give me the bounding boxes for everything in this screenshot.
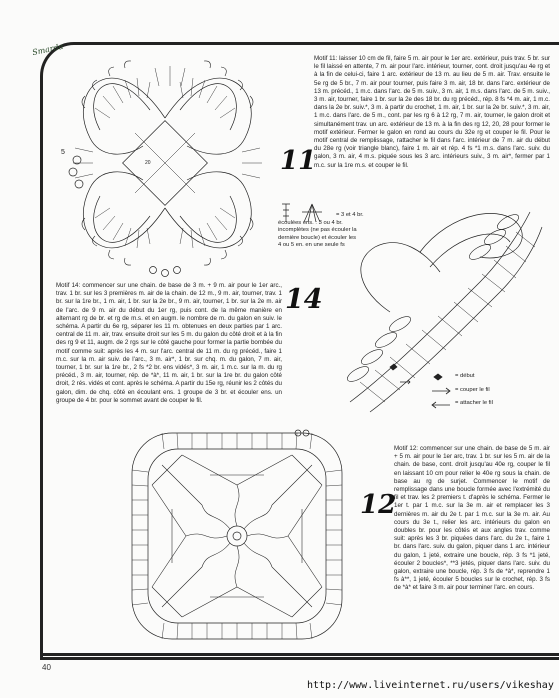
legend-cut: = couper le fil: [455, 386, 490, 393]
legend-line: = 3 et 4 br.: [336, 212, 364, 218]
svg-text:5: 5: [61, 149, 65, 156]
signature: Smarda: [31, 41, 65, 58]
page-number: 40: [42, 663, 51, 672]
motif-11-text: Motif 11: laisser 10 cm de fil, faire 5 m. air pour le 1er arc. extérieur, puis trav. 5 br. sur le fil laissé en attente, 7 m. air pour l'arc. intérieur, tourner, cont. droit jusqu'au 4e rg et à la fin de celui-ci, faire 1 arc. extérieur de 13 m. au lieu de 5 m. air. Trav. ensuite le 5e rg de 5 br., 7 m. air pour tourner, puis faire 3 m. air, 18 br. dans l'arc. extérieur de 13 m. précéd., 1 m.c. dans l'arc. de 5 m. suiv., 3 m. air, 1 m.s. dans l'arc. de 5 m. suiv., 3 m. air, tourner, faire 1 br. sur la 2e des 18 br. du rg précéd., rép. 8 fs *4 m. air, 1 m.c. dans la 2e br. suiv.*, 3 m. à partir du crochet, 1 m. air, 1 br. sur la 2e br. suiv.*, 3 m. air, 1 m.c. dans l'arc. de 5 m., cont. par les rg 6 à 12 rg, 7 m. air, tourner, le galon droit et simultanément trav. un arc. extérieur de 13 m. à la fin des rg 12, 20, 28 pour former le motif extérieur. Fermer le galon en rond au cours du 32e rg et couper le fil. Pour le motif central de remplissage, rattacher le fil dans l'arc. intérieur de 7 m. air du début du 28e rg (voir triangle blanc), faire 1 m. air et rép. 4 fs *1 m.s. dans l'arc. suiv. du galon, 3 m. air, 4 m.s. piquée sous les 3 arc. intérieurs suiv., 3 m. air*, fermer par 1 m.c. sur la 1re m.s. et couper le fil.: [314, 55, 550, 169]
motif-11-number: 11: [280, 146, 317, 176]
thread-legend-symbols: [430, 373, 454, 411]
legend-line: dernière boucle) et écouler les: [278, 234, 356, 241]
legend-line: 4 ou 5 en. en une seule fs: [278, 242, 345, 248]
motif-12-diagram: [122, 425, 352, 647]
motif-11-diagram: [55, 48, 280, 280]
thread-legend: [455, 373, 535, 408]
motif-12-number: 12: [360, 490, 397, 520]
legend-start: = début: [455, 373, 475, 379]
legend-attach: = attacher le fil: [455, 400, 493, 406]
legend-line: écoulées ens. : 3 ou 4 br.: [278, 219, 343, 226]
legend-line: incomplètes (ne pas écouler la: [278, 227, 357, 233]
motif-12-text: Motif 12: commencer sur une chain. de base de 5 m. air + 5 m. air pour le 1er arc, trav. 1 br. sur les 5 m. air de la chain. de base, cont. droit jusqu'au 40e rg, couper le fil en laissant 10 cm pour relier le 40e rg sous la chain. de base au rg de surjet. Commencer le motif de remplissage dans une boucle formée avec l'extrémité du fil et trav. les 2 premiers t. d'après le schéma. Fermer le 1er t. par 1 m.c. sur la 3e m. air et remplacer les 3 dernières m. air du 2e t. par 1 m.c. sur la 3e m. air. Au cours du 3e t., relier les arc. intérieurs du galon en doubles br. pour les côtés et aux angles trav. comme suit: après les 3 br. piquées dans l'arc. du 2e t., faire 1 br. dans l'arc. suiv. du galon, piquer dans 1 arc. intérieur du galon, 1 jeté, extraire une boucle, rép. 3 fs *1 jeté, écouler 2 boucles*, **3 jetés, piquer dans l'arc. suiv. du galon, extraire une boucle, rép. 3 fs de *à*, reprendre 1 fs à**, 1 jeté, écouler 5 boucles sur le crochet, rép. 3 fs de *à* et faire 3 m. air pour terminer l'arc. en cours.: [394, 445, 550, 592]
svg-text:20: 20: [145, 160, 151, 166]
motif-14-text: Motif 14: commencer sur une chain. de base de 3 m. + 9 m. air pour le 1er arc., trav. 1 br. sur les 3 premières m. air de la chain. de 12 m., 9 m. air, tourner, trav. 1 br. sur la 1re br., 1 m. air, 1 br. sur la 2e br., 9 m. air, tourner, 1 br. sur la 2e m. air de l'arc. de 9 m. air du début du 1er rg, puis cont. de la même manière en alternant rg de br. et rg de m.s. et en augm. le nombre de m. du galon en suiv. le schéma. A partir du 6e rg, séparer les 11 m. obtenues en deux parties par 1 arc. central de 11 m. air, trav. ensuite droit sur les 5 m. du galon du côté droit et à la fin des rg 9 et 11, augm. de 2 rgs sur le côté gauche pour former la partie bombée du motif comme suit: après les 4 m. sur l'arc. central de 11 m. du rg précéd., faire 1 m.c. sur la m. air suiv. de l'arc., 3 m. air*, 1 br. sur chq. m. du galon, 7 m. air, tourner, 1 br. sur la 1re br., 2 fs *2 br. ens vidés*, 3 m. air, 1 m.c. sur la m. du rg précéd., 3 m. air, tourner, rép. de *à*, 11 m. air, 1 br. sur la 1re br. du galon côté droit, 2 rés. vidés et cont. après le schéma. A partir du 15e rg, réunir les 2 côtés du galon, dim. de chq. côté en écoulant ens. 1 groupe de 3 br. et écouler ens. un groupe de 4 br. pour le sommet avant de couper le fil.: [56, 282, 282, 404]
motif-14-number: 14: [285, 284, 323, 315]
page-border-bottom: [40, 653, 559, 656]
watermark-url: http://www.liveinternet.ru/users/vikeshay: [307, 680, 554, 691]
